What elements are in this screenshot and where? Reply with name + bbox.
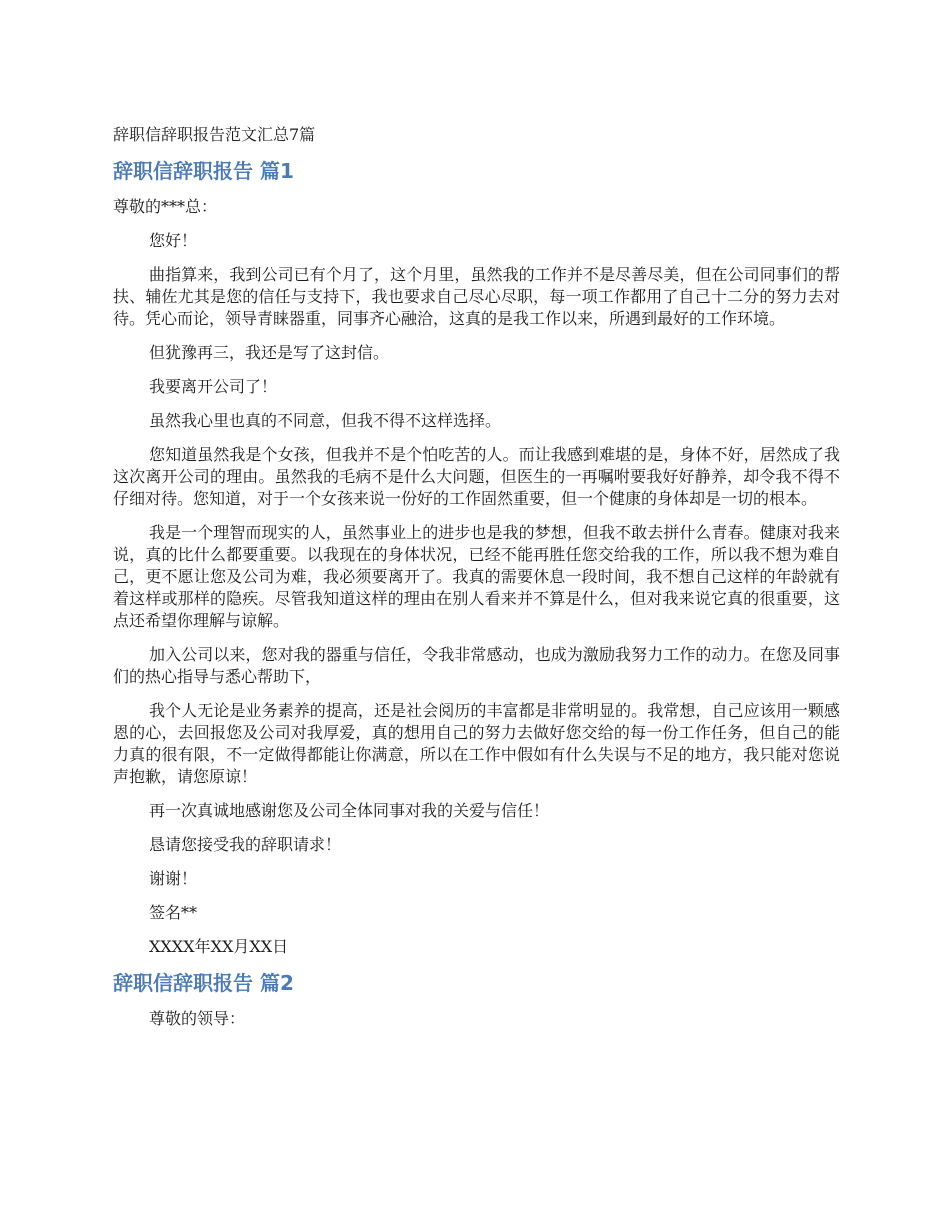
paragraph: 再一次真诚地感谢您及公司全体同事对我的关爱与信任！ (149, 801, 550, 820)
paragraph: 谢谢！ (149, 869, 198, 888)
section-heading: 辞职信辞职报告 篇1 (113, 159, 294, 183)
paragraph: 但犹豫再三，我还是写了这封信。 (149, 343, 390, 362)
paragraph: 虽然我心里也真的不同意，但我不得不这样选择。 (149, 411, 502, 430)
salutation: 尊敬的领导： (149, 1009, 246, 1028)
date-line: XXXX年XX月XX日 (149, 937, 289, 956)
paragraph: 我是一个理智而现实的人，虽然事业上的进步也是我的梦想，但我不敢去拼什么青春。健康对我来说，真的比什么都要重要。以我现在的身体状况，已经不能再胜任您交给我的工作，所以我不想为难自己，更不愿让您及公司为难，我必须要离开了。我真的需要休息一段时间，我不想自己这样的年龄就有着这样或那样的隐疾。尽管我知道这样的理由在别人看来并不算是什么，但对我来说它真的很重要，这点还希望你理解与谅解。 (113, 523, 840, 630)
section-2 (113, 970, 840, 1030)
paragraph: 您知道虽然我是个女孩，但我并不是个怕吃苦的人。而让我感到难堪的是，身体不好，居然成了我这次离开公司的理由。虽然我的毛病不是什么大问题，但医生的一再嘱咐要我好好静养，却令我不得不仔细对待。您知道，对于一个女孩来说一份好的工作固然重要，但一个健康的身体却是一切的根本。 (113, 445, 840, 508)
paragraph: 恳请您接受我的辞职请求！ (149, 835, 342, 854)
paragraph: 我个人无论是业务素养的提高，还是社会阅历的丰富都是非常明显的。我常想，自己应该用一颗感恩的心，去回报您及公司对我厚爱，真的想用自己的努力去做好您交给的每一份工作任务，但自己的能力真的很有限，不一定做得都能让你满意，所以在工作中假如有什么失误与不足的地方，我只能对您说声抱歉，请您原谅！ (113, 701, 840, 786)
paragraph: 加入公司以来，您对我的器重与信任，令我非常感动，也成为激励我努力工作的动力。在您及同事们的热心指导与悉心帮助下， (113, 645, 840, 686)
signature: 签名** (149, 903, 198, 922)
paragraph: 您好！ (149, 231, 198, 250)
paragraph: 曲指算来，我到公司已有个月了，这个月里，虽然我的工作并不是尽善尽美，但在公司同事们的帮扶、辅佐尤其是您的信任与支持下，我也要求自己尽心尽职，每一项工作都用了自己十二分的努力去对待。凭心而论，领导青睐器重，同事齐心融洽，这真的是我工作以来，所遇到最好的工作环境。 (113, 265, 840, 328)
document-title: 辞职信辞职报告范文汇总7篇 (113, 125, 316, 144)
section-1 (113, 158, 840, 958)
section-heading: 辞职信辞职报告 篇2 (113, 971, 294, 995)
document-page (113, 124, 840, 1042)
paragraph: 我要离开公司了！ (149, 377, 278, 396)
salutation: 尊敬的***总： (113, 197, 218, 216)
